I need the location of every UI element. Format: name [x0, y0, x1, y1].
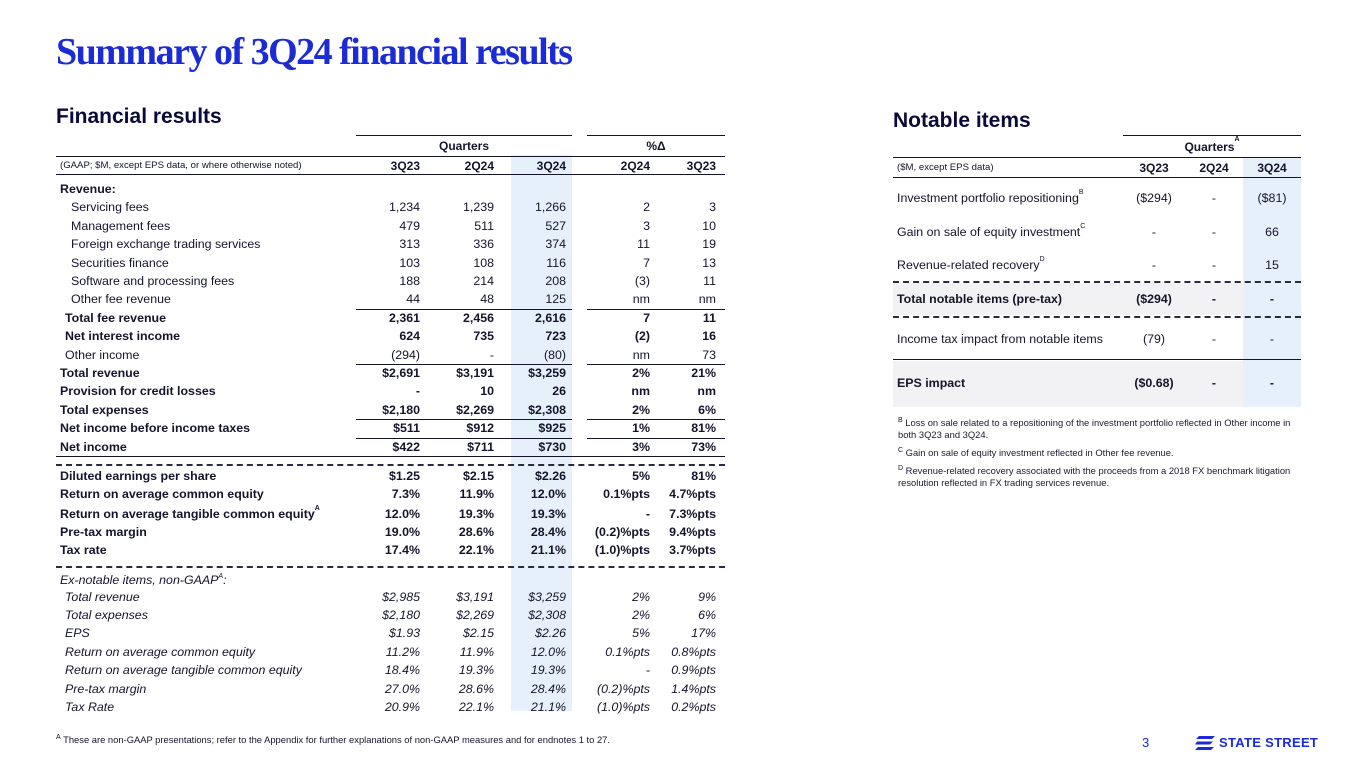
- underline: [356, 309, 572, 310]
- cell-2q24: 22.1%: [458, 543, 494, 558]
- cell-pct-3q23: nm: [697, 384, 716, 399]
- cell-3q23: 313: [399, 237, 420, 252]
- row-label: Investment portfolio repositioning$^B$: [897, 189, 1084, 205]
- cell-pct-2q24: 2%: [632, 589, 650, 604]
- cell-3q23: 11.2%: [385, 644, 420, 659]
- cell-pct-2q24: -: [645, 506, 650, 521]
- cell-pct-3q23: 16: [702, 329, 716, 344]
- fin-row-other-fee-revenue: [56, 290, 725, 308]
- cell-pct-2q24: 3: [643, 218, 650, 233]
- cell-pct-2q24: (0.2)%pts: [596, 681, 650, 696]
- cell-3q24: 21.1%: [530, 543, 566, 558]
- cell-pct-3q23: 11: [702, 310, 716, 325]
- cell-pct-3q23: 1.4%pts: [671, 681, 716, 696]
- cell-pct-3q23: 19: [702, 237, 716, 252]
- cell-pct-3q23: 3.7%pts: [669, 543, 716, 558]
- cell-3q24: $925: [538, 421, 566, 436]
- fin-row-tax-rate: [56, 541, 725, 559]
- cell-pct-2q24: (1.0)%pts: [596, 699, 650, 714]
- row-label: Total notable items (pre-tax): [897, 292, 1062, 306]
- cell-pct-2q24: (0.2)%pts: [594, 524, 650, 539]
- fin-row-net-income: [56, 438, 725, 456]
- underline: [587, 419, 725, 420]
- fin-row-total-expenses: [56, 401, 725, 419]
- fin-row-foreign-exchange-trading-services: [56, 235, 725, 253]
- state-street-logo-icon: [1195, 736, 1215, 750]
- cell-2q24: 28.6%: [458, 681, 494, 696]
- row-label: Other income: [65, 347, 140, 362]
- row-label: Servicing fees: [71, 200, 149, 215]
- cell-pct-3q23: 11: [703, 274, 716, 288]
- cell-3q24: -: [1269, 332, 1275, 346]
- cell-2q24: 1,239: [462, 200, 494, 215]
- footnote-d: $^D$ Revenue-related recovery associated with the proceeds from a 2018 FX benchmark litigation resolution reflected in FX trading services revenue.: [898, 465, 1291, 488]
- col-header-3q24: 3Q24: [536, 159, 566, 173]
- row-label: Pre-tax margin: [60, 524, 147, 539]
- cell-3q24: 374: [545, 237, 566, 252]
- dashed-divider: [56, 566, 725, 568]
- underline: [587, 309, 725, 310]
- ex-notable-label: Ex-notable items, non-$GAAP^A$:: [60, 573, 227, 587]
- fin-row-servicing-fees: [56, 198, 725, 216]
- row-label: EPS: [65, 626, 90, 641]
- row-label: Income tax impact from notable items: [897, 332, 1103, 346]
- cell-3q23: -: [1151, 225, 1157, 239]
- cell-2q24: $711: [467, 439, 494, 454]
- cell-3q23: 188: [399, 274, 420, 288]
- notable-column-header: [893, 157, 1301, 178]
- cell-pct-2q24: (3): [634, 274, 650, 288]
- cell-3q23: 18.4%: [384, 663, 420, 678]
- notable-units-note: ($M, except EPS data): [897, 162, 994, 173]
- cell-3q24: 527: [545, 218, 566, 233]
- cell-pct-2q24: 5%: [632, 469, 650, 483]
- cell-3q23: $1.93: [388, 626, 420, 641]
- cell-3q24: 2,616: [534, 310, 566, 325]
- row-label: Return on average tangible common equity: [65, 663, 302, 678]
- col-header-pct-3q23: 3Q23: [686, 159, 716, 173]
- cell-3q24: -: [1269, 292, 1275, 306]
- cell-3q23: -: [415, 384, 420, 399]
- ex-row-return-on-average-common-equity: [56, 643, 725, 661]
- cell-pct-2q24: nm: [632, 347, 650, 362]
- page-title: Summary of 3Q24 financial results: [56, 31, 572, 73]
- cell-2q24: 336: [473, 237, 494, 252]
- fin-row-securities-finance: [56, 254, 725, 272]
- fin-row-revenue: [56, 180, 725, 198]
- cell-3q24: 15: [1265, 258, 1279, 272]
- cell-3q24: 28.4%: [530, 524, 566, 539]
- cell-pct-2q24: -: [645, 663, 650, 678]
- cell-3q24: 12.0%: [530, 644, 566, 659]
- cell-3q24: $2,308: [528, 402, 566, 417]
- cell-3q23: $1.25: [388, 469, 420, 483]
- cell-3q23: -: [1151, 258, 1157, 272]
- dashed-divider: [893, 316, 1301, 318]
- row-label: Return on average tangible common equity$^A$: [60, 504, 320, 521]
- row-label: Total fee revenue: [65, 310, 166, 325]
- ex-row-tax-rate: [56, 698, 725, 716]
- fin-row-total-revenue: [56, 364, 725, 382]
- cell-3q23: 20.9%: [384, 699, 420, 714]
- row-label: Total revenue: [60, 366, 140, 380]
- cell-pct-3q23: 10: [702, 218, 716, 233]
- brand-name: STATE STREET: [1219, 735, 1319, 750]
- cell-3q23: $422: [392, 439, 420, 454]
- cell-pct-3q23: 6%: [698, 607, 716, 622]
- cell-2q24: 48: [480, 292, 494, 307]
- cell-2q24: 11.9%: [459, 487, 494, 502]
- quarters-group-header: Quarters: [356, 135, 572, 156]
- underline: [356, 364, 572, 365]
- cell-pct-3q23: nm: [698, 292, 716, 307]
- financial-results-title: Financial results: [56, 105, 222, 128]
- cell-pct-3q23: 0.8%pts: [671, 644, 716, 659]
- cell-pct-3q23: 9%: [698, 589, 716, 604]
- underline: [356, 438, 572, 439]
- cell-2q24: $2,269: [456, 402, 494, 417]
- cell-2q24: $2.15: [462, 626, 494, 641]
- underline: [587, 438, 725, 439]
- cell-3q24: 1,266: [534, 200, 566, 215]
- cell-3q23: 12.0%: [384, 506, 420, 521]
- cell-pct-3q23: 4.7%pts: [669, 487, 716, 502]
- cell-pct-3q23: 0.2%pts: [671, 699, 716, 714]
- cell-3q24: 28.4%: [530, 681, 566, 696]
- fin-row-net-income-before-income-taxes: [56, 419, 725, 437]
- row-label: Pre-tax margin: [65, 681, 147, 696]
- cell-2q24: 2,456: [462, 310, 494, 325]
- fin-row-pre-tax-margin: [56, 523, 725, 541]
- fin-row-return-on-average-tangible-common-equity: [56, 505, 725, 523]
- cell-3q24: 19.3%: [530, 506, 566, 521]
- cell-3q24: $730: [538, 439, 566, 454]
- cell-pct-2q24: 2: [643, 200, 650, 215]
- ex-row-return-on-average-tangible-common-equity: [56, 661, 725, 679]
- cell-pct-3q23: 17%: [691, 626, 716, 641]
- row-label: Securities finance: [71, 255, 169, 270]
- row-label: Net income: [60, 439, 127, 454]
- cell-2q24: 214: [473, 274, 494, 288]
- notable-row-gain-on-sale-of-equity-investment: [893, 223, 1301, 241]
- col-header-3q23: 3Q23: [390, 159, 420, 173]
- cell-2q24: -: [1211, 292, 1217, 306]
- cell-3q24: $2.26: [534, 469, 566, 483]
- notable-row-revenue-related-recovery: [893, 256, 1301, 274]
- notable-quarters-header: Quarters$^A$: [1123, 135, 1301, 157]
- fin-row-diluted-earnings-per-share: [56, 467, 725, 485]
- underline: [356, 419, 572, 420]
- col-header-pct-2q24: 2Q24: [620, 159, 650, 173]
- divider: [893, 359, 1301, 360]
- ex-row-pre-tax-margin: [56, 680, 725, 698]
- cell-3q24: 21.1%: [530, 699, 566, 714]
- cell-pct-2q24: 7: [643, 255, 650, 270]
- cell-3q24: ($81): [1257, 191, 1287, 205]
- cell-2q24: -: [1211, 376, 1217, 390]
- row-label: Diluted earnings per share: [60, 469, 217, 483]
- cell-2q24: 28.6%: [458, 524, 494, 539]
- cell-pct-2q24: 1%: [632, 421, 650, 436]
- notable-row-income-tax-impact-from-notable-items: [893, 330, 1301, 348]
- cell-3q23: 479: [399, 218, 420, 233]
- row-label: EPS impact: [897, 376, 966, 390]
- row-label: Tax Rate: [65, 699, 115, 714]
- fin-row-return-on-average-common-equity: [56, 485, 725, 503]
- cell-pct-2q24: 11: [637, 237, 650, 252]
- cell-pct-2q24: 0.1%pts: [603, 487, 650, 502]
- underline: [587, 364, 725, 365]
- cell-2q24: $2,269: [456, 607, 494, 622]
- cell-2q24: -: [1211, 258, 1217, 272]
- row-label: Other fee revenue: [71, 292, 171, 307]
- row-label: Total expenses: [65, 607, 148, 622]
- state-street-logo: [1195, 735, 1318, 750]
- ex-row-total-revenue: [56, 588, 725, 606]
- footnote-c: $^C$ Gain on sale of equity investment reflected in Other fee revenue.: [898, 447, 1174, 458]
- fin-row-total-fee-revenue: [56, 309, 725, 327]
- row-label: Tax rate: [60, 543, 107, 558]
- row-label: Total revenue: [65, 589, 140, 604]
- cell-3q24: $2.26: [534, 626, 566, 641]
- cell-2q24: $2.15: [462, 469, 494, 483]
- cell-3q24: -: [1269, 376, 1275, 390]
- cell-2q24: $912: [466, 421, 494, 436]
- cell-pct-2q24: 2%: [632, 366, 650, 380]
- cell-3q23: 27.0%: [384, 681, 420, 696]
- cell-3q24: 208: [545, 274, 566, 288]
- cell-pct-2q24: 0.1%pts: [605, 644, 650, 659]
- cell-pct-3q23: 81%: [691, 421, 716, 436]
- fin-row-software-and-processing-fees: [56, 272, 725, 290]
- cell-3q24: $2,308: [528, 607, 566, 622]
- non-gaap-footnote: $^A$ These are non-GAAP presentations; refer to the Appendix for further explanations of non-GAAP measures and for endnotes 1 to 27.: [56, 734, 610, 745]
- cell-3q24: 66: [1265, 225, 1279, 239]
- row-label: Revenue-related recovery$^D$: [897, 256, 1045, 272]
- row-label: Software and processing fees: [71, 274, 235, 288]
- cell-3q23: 7.3%: [391, 487, 420, 502]
- notable-items-title: Notable items: [893, 109, 1031, 132]
- cell-pct-2q24: 2%: [632, 607, 650, 622]
- cell-3q23: 17.4%: [384, 543, 420, 558]
- cell-pct-3q23: 7.3%pts: [669, 506, 716, 521]
- cell-2q24: 511: [474, 218, 494, 233]
- cell-3q23: (79): [1142, 332, 1166, 346]
- row-label: Provision for credit losses: [60, 384, 216, 399]
- cell-pct-2q24: nm: [631, 384, 650, 399]
- cell-pct-2q24: 7: [643, 310, 650, 325]
- cell-2q24: 19.3%: [458, 663, 494, 678]
- row-label: Foreign exchange trading services: [71, 237, 261, 252]
- cell-3q24: (80): [543, 347, 566, 362]
- cell-2q24: -: [1211, 191, 1217, 205]
- notable-col-3q24: 3Q24: [1257, 161, 1287, 175]
- dashed-divider: [893, 281, 1301, 283]
- cell-3q23: ($0.68): [1134, 376, 1174, 390]
- dashed-divider: [56, 464, 725, 466]
- row-label: Management fees: [71, 218, 171, 233]
- cell-pct-2q24: (2): [634, 329, 650, 344]
- cell-pct-3q23: 6%: [698, 402, 716, 417]
- cell-3q24: 116: [546, 255, 566, 270]
- cell-pct-2q24: 2%: [632, 402, 650, 417]
- cell-3q23: ($294): [1136, 292, 1172, 306]
- cell-pct-3q23: 13: [702, 255, 716, 270]
- ex-row-eps: [56, 624, 725, 642]
- cell-pct-3q23: 3: [709, 200, 716, 215]
- cell-3q24: $3,259: [528, 366, 566, 380]
- cell-pct-3q23: 73%: [691, 439, 716, 454]
- cell-pct-2q24: 5%: [632, 626, 650, 641]
- column-header-row: [56, 156, 725, 175]
- units-note: (GAAP; $M, except EPS data, or where otherwise noted): [60, 160, 302, 171]
- cell-2q24: -: [1211, 332, 1217, 346]
- cell-pct-3q23: 21%: [691, 366, 716, 380]
- notable-row-eps-impact: [893, 374, 1301, 392]
- cell-3q23: 44: [406, 292, 420, 307]
- row-label: Revenue:: [60, 182, 116, 196]
- cell-3q23: 19.0%: [384, 524, 420, 539]
- notable-col-2q24: 2Q24: [1199, 161, 1229, 175]
- cell-2q24: 22.1%: [458, 699, 494, 714]
- cell-2q24: 108: [473, 255, 494, 270]
- cell-2q24: 10: [480, 384, 494, 399]
- cell-2q24: $3,191: [456, 589, 494, 604]
- row-label: Net income before income taxes: [60, 421, 251, 436]
- cell-2q24: $3,191: [456, 366, 494, 380]
- cell-3q24: $3,259: [528, 589, 566, 604]
- cell-3q23: 1,234: [388, 200, 420, 215]
- fin-row-provision-for-credit-losses: [56, 382, 725, 400]
- cell-3q23: $2,691: [382, 366, 420, 380]
- cell-3q23: ($294): [1136, 191, 1172, 205]
- cell-2q24: 735: [473, 329, 494, 344]
- page-number: 3: [1142, 735, 1150, 750]
- cell-3q23: $2,180: [382, 402, 420, 417]
- fin-row-management-fees: [56, 217, 725, 235]
- cell-2q24: 11.9%: [459, 644, 494, 659]
- cell-2q24: -: [489, 347, 494, 362]
- cell-3q24: 19.3%: [530, 663, 566, 678]
- fin-row-other-income: [56, 346, 725, 364]
- cell-pct-3q23: 73: [702, 347, 716, 362]
- row-label: Total expenses: [60, 402, 149, 417]
- row-label: Net interest income: [65, 329, 180, 344]
- notable-footnotes: [898, 417, 1303, 495]
- cell-pct-2q24: 3%: [632, 439, 650, 454]
- cell-3q23: $511: [393, 421, 420, 436]
- cell-2q24: -: [1211, 225, 1217, 239]
- ex-row-total-expenses: [56, 606, 725, 624]
- col-header-2q24: 2Q24: [464, 159, 494, 173]
- fin-row-net-interest-income: [56, 327, 725, 345]
- cell-3q24: 26: [552, 384, 566, 399]
- row-label: Gain on sale of equity investment$^C$: [897, 223, 1086, 239]
- cell-pct-2q24: nm: [632, 292, 650, 307]
- notable-col-3q23: 3Q23: [1139, 161, 1169, 175]
- cell-pct-3q23: 9.4%pts: [669, 524, 716, 539]
- cell-3q24: 125: [545, 292, 566, 307]
- notable-row-investment-portfolio-repositioning: [893, 189, 1301, 207]
- footnote-b: $^B$ Loss on sale related to a repositioning of the investment portfolio reflected in Other income in both 3Q23 and 3Q24.: [898, 417, 1291, 440]
- underline: [56, 456, 725, 457]
- cell-pct-3q23: 0.9%pts: [671, 663, 716, 678]
- notable-row-total-notable-items-pre-tax: [893, 290, 1301, 308]
- cell-3q24: 12.0%: [530, 487, 566, 502]
- cell-3q23: (294): [391, 347, 420, 362]
- cell-3q23: 103: [399, 255, 420, 270]
- cell-3q23: 2,361: [388, 310, 420, 325]
- cell-3q24: 723: [545, 329, 566, 344]
- row-label: Return on average common equity: [60, 487, 264, 502]
- cell-3q23: $2,180: [382, 607, 420, 622]
- cell-3q23: $2,985: [382, 589, 420, 604]
- pct-change-group-header: %Δ: [587, 135, 725, 156]
- cell-pct-3q23: 81%: [691, 469, 716, 483]
- cell-2q24: 19.3%: [458, 506, 494, 521]
- row-label: Return on average common equity: [65, 644, 256, 659]
- cell-3q23: 624: [399, 329, 420, 344]
- cell-pct-2q24: (1.0)%pts: [594, 543, 650, 558]
